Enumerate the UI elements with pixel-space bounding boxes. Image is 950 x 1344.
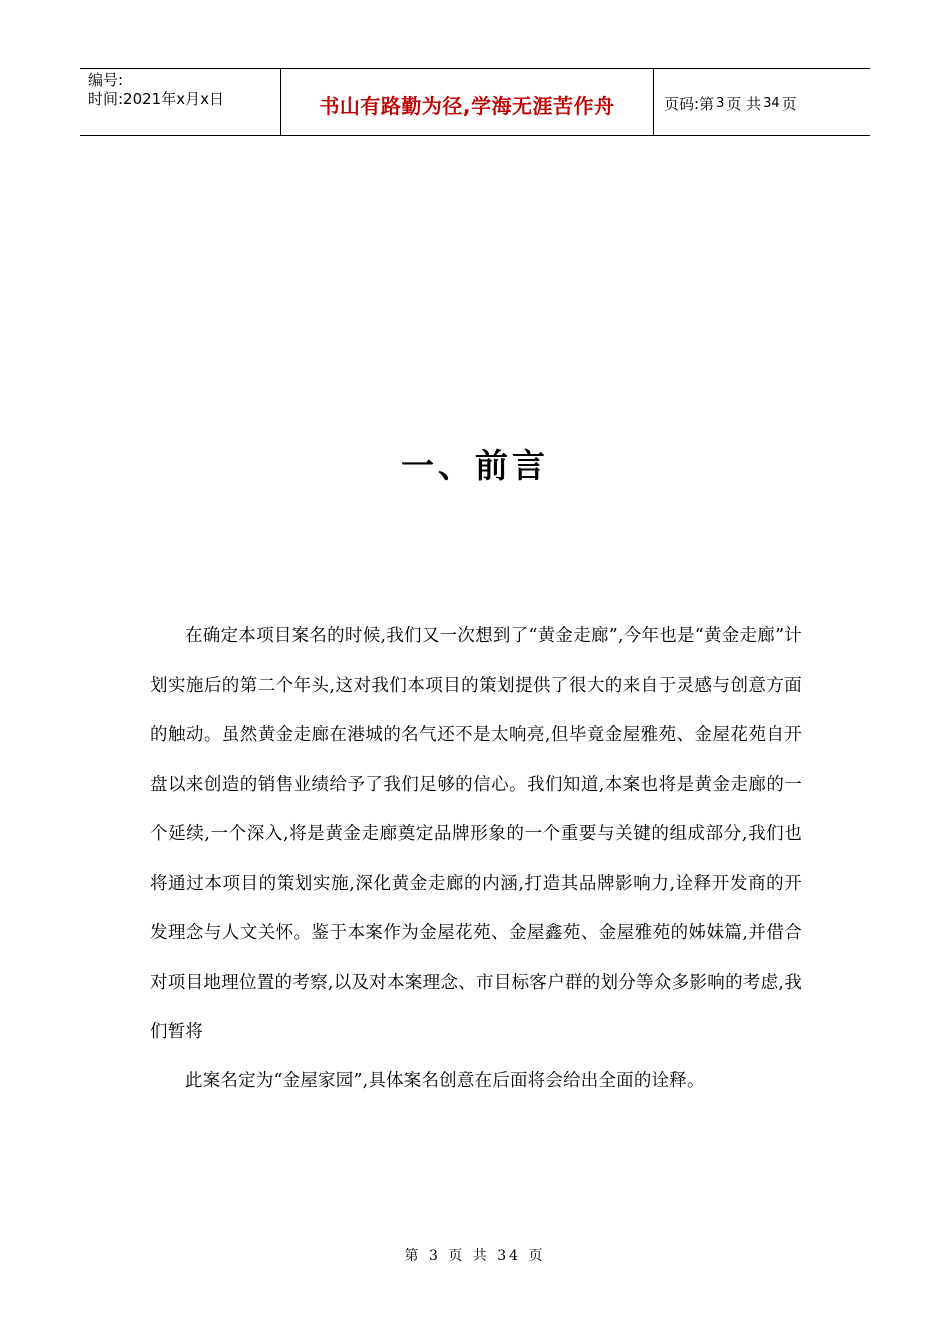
header-motto: 书山有路勤为径,学海无涯苦作舟 — [319, 93, 615, 118]
document-time-label: 时间:2021年x月x日 — [88, 90, 224, 108]
body-paragraph: 在确定本项目案名的时候,我们又一次想到了“黄金走廊”,今年也是“黄金走廊”计划实施后的第二个年头,这对我们本项目的策划提供了很大的来自于灵感与创意方面的触动。虽然黄金走廊在港城的名气还不是太响亮,但毕竟金屋雅苑、金屋花苑自开盘以来创造的销售业绩给予了我们足够的信心。我们知道,本案也将是黄金走廊的一个延续,一个深入,将是黄金走廊奠定品牌形象的一个重要与关键的组成部分,我们也将通过本项目的策划实施,深化黄金走廊的内涵,打造其品牌影响力,诠释开发商的开发理念与人文关怀。鉴于本案作为金屋花苑、金屋鑫苑、金屋雅苑的姊妹篇,并借合对项目地理位置的考察,以及对本案理念、市目标客户群的划分等众多影响的考虑,我们暂将 — [150, 626, 802, 1042]
page-footer: 第 3 页 共 34 页 — [404, 1248, 546, 1264]
page-total: 34 — [763, 95, 780, 111]
header-meta-cell — [80, 69, 281, 135]
section-title: 一、前言 — [401, 446, 549, 485]
header-motto-cell — [281, 69, 654, 135]
document-number-label: 编号: — [88, 71, 124, 89]
page-header — [80, 68, 870, 136]
page-mid: 页 共 — [726, 94, 762, 113]
body-paragraph-last: 此案名定为“金屋家园”,具体案名创意在后面将会给出全面的诠释。 — [185, 1071, 705, 1091]
header-page-cell — [654, 69, 870, 135]
page-current: 3 — [716, 95, 725, 111]
page-prefix: 页码:第 — [664, 94, 715, 113]
page-suffix: 页 — [781, 94, 797, 113]
